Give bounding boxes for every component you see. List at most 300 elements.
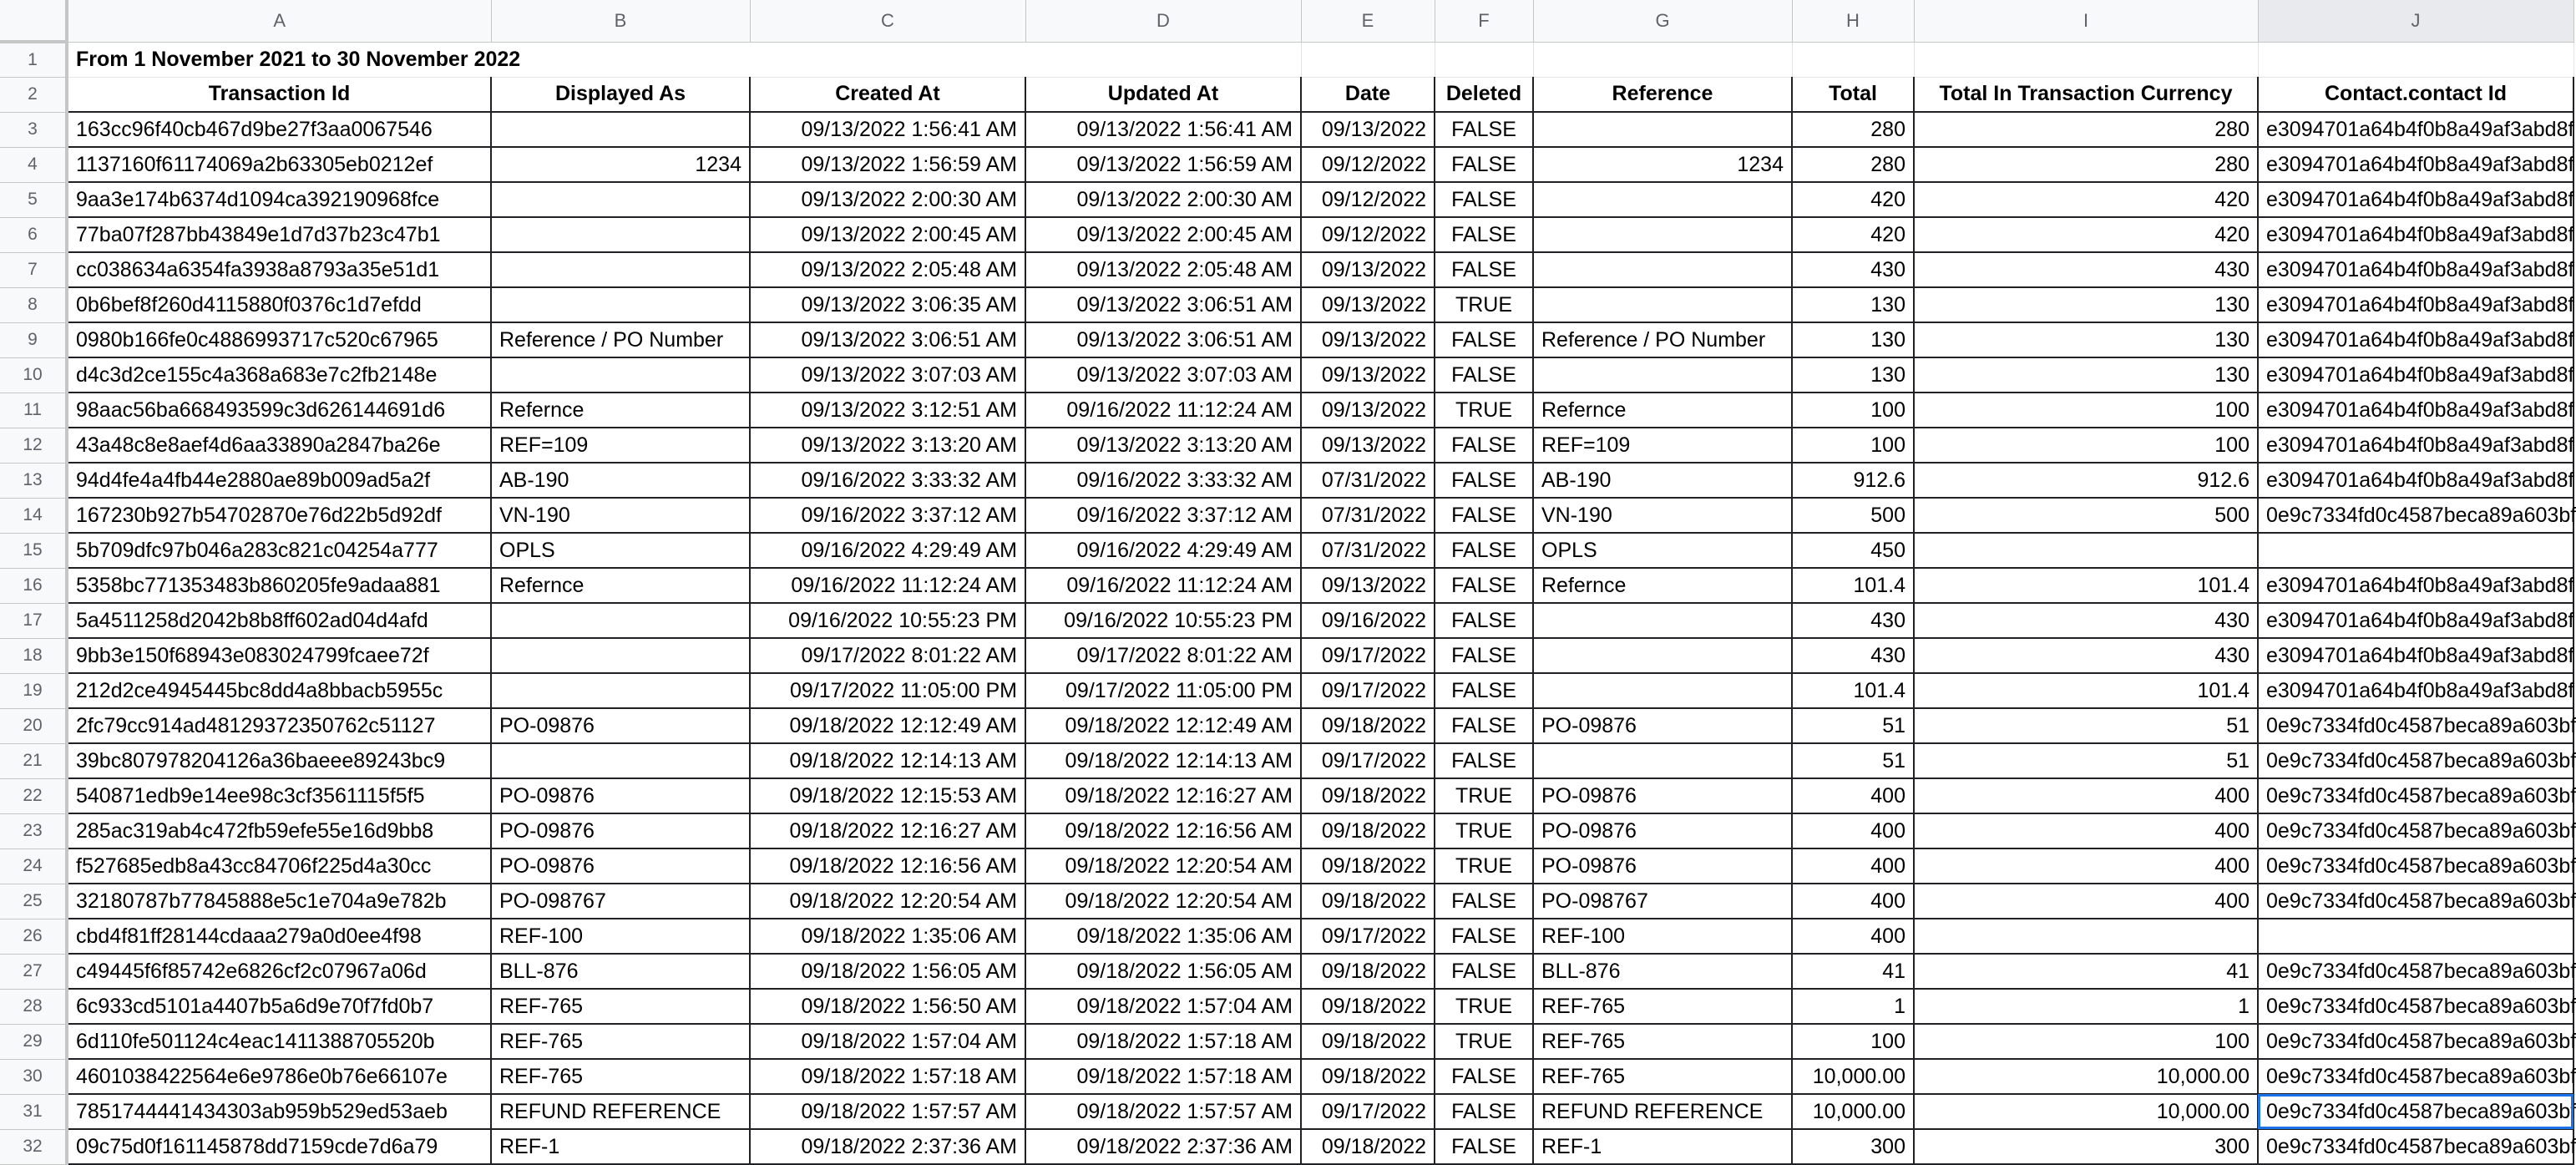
cell[interactable]: 0e9c7334fd0c4587beca89a603bf (2258, 1024, 2573, 1059)
cell[interactable]: 09/17/2022 (1301, 743, 1435, 778)
cell[interactable]: 09/18/2022 1:56:05 AM (1025, 954, 1301, 989)
cell[interactable]: 09/16/2022 11:12:24 AM (1025, 568, 1301, 603)
cell[interactable]: 912.6 (1914, 463, 2258, 498)
cell[interactable]: 4601038422564e6e9786e0b76e66107e (67, 1059, 491, 1094)
cell[interactable]: 09/16/2022 10:55:23 PM (750, 603, 1025, 638)
row-number[interactable]: 5 (0, 182, 67, 217)
cell[interactable]: 9bb3e150f68943e083024799fcaee72f (67, 638, 491, 673)
cell[interactable]: TRUE (1435, 813, 1533, 848)
cell[interactable]: 400 (1792, 919, 1914, 954)
cell[interactable]: 420 (1914, 217, 2258, 252)
cell[interactable]: 10,000.00 (1914, 1094, 2258, 1129)
cell[interactable]: 5358bc771353483b860205fe9adaa881 (67, 568, 491, 603)
cell[interactable] (1533, 673, 1792, 708)
row-number[interactable]: 2 (0, 77, 67, 112)
cell[interactable]: 100 (1792, 1024, 1914, 1059)
cell[interactable]: 09/18/2022 1:57:57 AM (750, 1094, 1025, 1129)
cell[interactable]: 130 (1792, 357, 1914, 393)
cell[interactable]: 09/18/2022 (1301, 708, 1435, 743)
column-header-d[interactable]: D (1025, 0, 1301, 42)
cell[interactable]: REF-765 (1533, 1024, 1792, 1059)
cell[interactable] (491, 743, 750, 778)
cell[interactable]: FALSE (1435, 603, 1533, 638)
row-number[interactable]: 19 (0, 673, 67, 708)
cell[interactable]: REF-765 (491, 1024, 750, 1059)
row-number[interactable]: 28 (0, 989, 67, 1024)
cell[interactable]: e3094701a64b4f0b8a49af3abd8f (2258, 393, 2573, 428)
cell[interactable]: 09/18/2022 1:57:57 AM (1025, 1094, 1301, 1129)
cell[interactable]: 09/13/2022 3:13:20 AM (1025, 428, 1301, 463)
cell[interactable]: 09/18/2022 (1301, 1129, 1435, 1164)
cell[interactable]: 280 (1792, 112, 1914, 147)
cell[interactable]: 09/13/2022 2:05:48 AM (750, 252, 1025, 287)
row-number[interactable]: 6 (0, 217, 67, 252)
cell[interactable]: 09/16/2022 3:37:12 AM (1025, 498, 1301, 533)
column-header-b[interactable]: B (491, 0, 750, 42)
cell[interactable]: 09/13/2022 3:06:51 AM (1025, 287, 1301, 322)
cell[interactable] (1914, 919, 2258, 954)
header-cell[interactable]: Displayed As (491, 77, 750, 112)
cell[interactable]: 400 (1914, 848, 2258, 884)
cell[interactable]: 09/13/2022 1:56:59 AM (750, 147, 1025, 182)
cell[interactable]: 09/13/2022 (1301, 287, 1435, 322)
cell[interactable]: PO-098767 (491, 884, 750, 919)
cell[interactable]: REFUND REFERENCE (1533, 1094, 1792, 1129)
cell[interactable]: 0e9c7334fd0c4587beca89a603bf (2258, 848, 2573, 884)
cell[interactable]: 130 (1914, 322, 2258, 357)
cell[interactable]: 163cc96f40cb467d9be27f3aa0067546 (67, 112, 491, 147)
cell[interactable]: FALSE (1435, 147, 1533, 182)
cell[interactable]: 430 (1792, 603, 1914, 638)
cell[interactable]: TRUE (1435, 393, 1533, 428)
cell[interactable]: 09/13/2022 (1301, 322, 1435, 357)
cell[interactable]: e3094701a64b4f0b8a49af3abd8f (2258, 357, 2573, 393)
cell[interactable]: 0e9c7334fd0c4587beca89a603bf (2258, 954, 2573, 989)
cell[interactable]: VN-190 (1533, 498, 1792, 533)
cell[interactable]: Refernce (1533, 568, 1792, 603)
cell[interactable]: TRUE (1435, 989, 1533, 1024)
cell[interactable]: e3094701a64b4f0b8a49af3abd8f (2258, 322, 2573, 357)
cell[interactable]: 41 (1792, 954, 1914, 989)
cell[interactable]: 09c75d0f161145878dd7159cde7d6a79 (67, 1129, 491, 1164)
cell[interactable]: e3094701a64b4f0b8a49af3abd8f (2258, 182, 2573, 217)
cell[interactable]: 2fc79cc914ad48129372350762c51127 (67, 708, 491, 743)
cell[interactable]: 09/13/2022 (1301, 357, 1435, 393)
cell[interactable]: 0e9c7334fd0c4587beca89a603bf (2258, 708, 2573, 743)
cell[interactable]: 09/13/2022 3:07:03 AM (1025, 357, 1301, 393)
cell[interactable]: TRUE (1435, 287, 1533, 322)
column-header-i[interactable]: I (1914, 0, 2258, 42)
cell[interactable]: REF-1 (1533, 1129, 1792, 1164)
cell[interactable]: 09/17/2022 (1301, 673, 1435, 708)
cell[interactable]: 09/18/2022 12:14:13 AM (750, 743, 1025, 778)
cell[interactable] (1533, 112, 1792, 147)
select-all-corner[interactable] (0, 0, 67, 42)
cell[interactable]: REF-100 (491, 919, 750, 954)
cell[interactable]: 130 (1914, 287, 2258, 322)
column-header-j[interactable]: J (2258, 0, 2573, 42)
header-cell[interactable]: Total In Transaction Currency (1914, 77, 2258, 112)
cell[interactable]: 100 (1914, 428, 2258, 463)
cell[interactable]: 09/18/2022 12:16:56 AM (1025, 813, 1301, 848)
cell[interactable]: 500 (1792, 498, 1914, 533)
cell[interactable]: 09/18/2022 1:57:04 AM (750, 1024, 1025, 1059)
cell[interactable]: PO-09876 (1533, 778, 1792, 813)
cell[interactable]: 09/18/2022 2:37:36 AM (750, 1129, 1025, 1164)
row-number[interactable]: 9 (0, 322, 67, 357)
cell[interactable]: cbd4f81ff28144cdaaa279a0d0ee4f98 (67, 919, 491, 954)
row-number[interactable]: 23 (0, 813, 67, 848)
cell[interactable] (1533, 182, 1792, 217)
row-number[interactable]: 17 (0, 603, 67, 638)
cell[interactable]: 09/17/2022 (1301, 919, 1435, 954)
cell[interactable]: Reference / PO Number (491, 322, 750, 357)
cell[interactable]: 09/17/2022 8:01:22 AM (1025, 638, 1301, 673)
cell[interactable] (491, 252, 750, 287)
cell[interactable]: REF=109 (491, 428, 750, 463)
row-number[interactable]: 27 (0, 954, 67, 989)
cell[interactable]: FALSE (1435, 1094, 1533, 1129)
cell[interactable]: 09/18/2022 12:16:56 AM (750, 848, 1025, 884)
cell[interactable]: cc038634a6354fa3938a8793a35e51d1 (67, 252, 491, 287)
cell[interactable]: 101.4 (1914, 568, 2258, 603)
cell[interactable]: 07/31/2022 (1301, 463, 1435, 498)
cell[interactable]: 09/16/2022 11:12:24 AM (1025, 393, 1301, 428)
row-number[interactable]: 21 (0, 743, 67, 778)
cell[interactable]: 1234 (491, 147, 750, 182)
cell[interactable]: FALSE (1435, 357, 1533, 393)
row-number[interactable]: 20 (0, 708, 67, 743)
cell[interactable]: 400 (1914, 813, 2258, 848)
cell[interactable]: VN-190 (491, 498, 750, 533)
cell[interactable]: 500 (1914, 498, 2258, 533)
cell[interactable]: 0e9c7334fd0c4587beca89a603bf (2258, 1094, 2573, 1129)
cell[interactable]: AB-190 (1533, 463, 1792, 498)
column-header-e[interactable]: E (1301, 0, 1435, 42)
cell[interactable]: e3094701a64b4f0b8a49af3abd8f (2258, 463, 2573, 498)
cell[interactable]: 10,000.00 (1792, 1059, 1914, 1094)
cell[interactable]: FALSE (1435, 428, 1533, 463)
cell[interactable]: e3094701a64b4f0b8a49af3abd8f (2258, 217, 2573, 252)
cell[interactable]: 430 (1914, 603, 2258, 638)
cell[interactable]: 32180787b77845888e5c1e704a9e782b (67, 884, 491, 919)
cell[interactable]: e3094701a64b4f0b8a49af3abd8f (2258, 568, 2573, 603)
cell[interactable] (1301, 42, 1435, 77)
cell[interactable]: 09/16/2022 3:33:32 AM (1025, 463, 1301, 498)
row-number[interactable]: 29 (0, 1024, 67, 1059)
cell[interactable]: e3094701a64b4f0b8a49af3abd8f (2258, 603, 2573, 638)
cell[interactable]: 285ac319ab4c472fb59efe55e16d9bb8 (67, 813, 491, 848)
cell[interactable]: 51 (1792, 708, 1914, 743)
header-cell[interactable]: Transaction Id (67, 77, 491, 112)
cell[interactable] (491, 357, 750, 393)
cell[interactable]: 100 (1792, 393, 1914, 428)
cell[interactable]: e3094701a64b4f0b8a49af3abd8f (2258, 638, 2573, 673)
cell[interactable]: 09/13/2022 2:00:45 AM (750, 217, 1025, 252)
cell[interactable]: 94d4fe4a4fb44e2880ae89b009ad5a2f (67, 463, 491, 498)
cell[interactable]: 130 (1792, 322, 1914, 357)
cell[interactable]: Reference / PO Number (1533, 322, 1792, 357)
cell[interactable]: FALSE (1435, 884, 1533, 919)
cell[interactable]: 9aa3e174b6374d1094ca392190968fce (67, 182, 491, 217)
header-cell[interactable]: Total (1792, 77, 1914, 112)
cell[interactable]: 130 (1792, 287, 1914, 322)
cell[interactable]: 0e9c7334fd0c4587beca89a603bf (2258, 778, 2573, 813)
cell[interactable]: 09/17/2022 (1301, 1094, 1435, 1129)
cell[interactable]: 300 (1914, 1129, 2258, 1164)
cell[interactable]: 430 (1792, 638, 1914, 673)
row-number[interactable]: 32 (0, 1129, 67, 1164)
cell[interactable]: PO-09876 (1533, 848, 1792, 884)
cell[interactable]: 10,000.00 (1914, 1059, 2258, 1094)
header-cell[interactable]: Reference (1533, 77, 1792, 112)
cell[interactable]: 09/12/2022 (1301, 147, 1435, 182)
cell[interactable]: 0b6bef8f260d4115880f0376c1d7efdd (67, 287, 491, 322)
cell[interactable]: FALSE (1435, 1129, 1533, 1164)
cell[interactable]: 43a48c8e8aef4d6aa33890a2847ba26e (67, 428, 491, 463)
column-header-g[interactable]: G (1533, 0, 1792, 42)
cell[interactable]: 09/13/2022 1:56:59 AM (1025, 147, 1301, 182)
cell[interactable] (1914, 533, 2258, 568)
cell[interactable]: Refernce (1533, 393, 1792, 428)
cell[interactable] (1914, 42, 2258, 77)
cell[interactable]: FALSE (1435, 182, 1533, 217)
cell[interactable]: 07/31/2022 (1301, 498, 1435, 533)
cell[interactable]: 09/18/2022 1:57:04 AM (1025, 989, 1301, 1024)
cell[interactable]: 09/13/2022 3:06:51 AM (1025, 322, 1301, 357)
cell[interactable] (2258, 533, 2573, 568)
cell[interactable]: 09/18/2022 12:12:49 AM (750, 708, 1025, 743)
cell[interactable]: 420 (1792, 217, 1914, 252)
row-number[interactable]: 12 (0, 428, 67, 463)
cell[interactable]: PO-09876 (1533, 708, 1792, 743)
cell[interactable] (1533, 638, 1792, 673)
cell[interactable]: PO-098767 (1533, 884, 1792, 919)
cell[interactable]: 09/17/2022 11:05:00 PM (750, 673, 1025, 708)
cell[interactable]: 400 (1914, 778, 2258, 813)
cell[interactable]: 09/18/2022 12:16:27 AM (1025, 778, 1301, 813)
cell[interactable]: 450 (1792, 533, 1914, 568)
cell[interactable]: 280 (1914, 112, 2258, 147)
cell[interactable]: FALSE (1435, 252, 1533, 287)
cell[interactable]: 51 (1792, 743, 1914, 778)
row-number[interactable]: 11 (0, 393, 67, 428)
cell[interactable]: 09/16/2022 10:55:23 PM (1025, 603, 1301, 638)
cell[interactable]: 09/13/2022 2:00:30 AM (1025, 182, 1301, 217)
cell[interactable]: 101.4 (1792, 673, 1914, 708)
row-number[interactable]: 10 (0, 357, 67, 393)
row-number[interactable]: 8 (0, 287, 67, 322)
cell[interactable]: REF-765 (491, 989, 750, 1024)
row-number[interactable]: 25 (0, 884, 67, 919)
cell[interactable]: 09/13/2022 (1301, 428, 1435, 463)
cell[interactable]: 420 (1792, 182, 1914, 217)
cell[interactable]: 1 (1792, 989, 1914, 1024)
cell[interactable]: 07/31/2022 (1301, 533, 1435, 568)
cell[interactable]: 420 (1914, 182, 2258, 217)
header-cell[interactable]: Contact.contact Id (2258, 77, 2573, 112)
cell[interactable]: FALSE (1435, 533, 1533, 568)
cell[interactable]: REF-765 (491, 1059, 750, 1094)
cell[interactable]: 09/12/2022 (1301, 182, 1435, 217)
cell[interactable]: OPLS (491, 533, 750, 568)
cell[interactable]: 400 (1914, 884, 2258, 919)
cell[interactable]: 300 (1792, 1129, 1914, 1164)
cell[interactable] (491, 287, 750, 322)
cell[interactable]: 130 (1914, 357, 2258, 393)
cell[interactable]: PO-09876 (1533, 813, 1792, 848)
cell[interactable]: Refernce (491, 568, 750, 603)
cell[interactable]: e3094701a64b4f0b8a49af3abd8f (2258, 428, 2573, 463)
cell[interactable]: 09/13/2022 2:05:48 AM (1025, 252, 1301, 287)
cell[interactable]: 430 (1914, 638, 2258, 673)
cell[interactable]: 09/13/2022 2:00:45 AM (1025, 217, 1301, 252)
cell[interactable]: 5a4511258d2042b8b8ff602ad04d4afd (67, 603, 491, 638)
cell[interactable]: TRUE (1435, 778, 1533, 813)
cell[interactable]: FALSE (1435, 463, 1533, 498)
header-cell[interactable]: Date (1301, 77, 1435, 112)
cell[interactable]: 6d110fe501124c4eac1411388705520b (67, 1024, 491, 1059)
row-number[interactable]: 22 (0, 778, 67, 813)
cell[interactable]: FALSE (1435, 919, 1533, 954)
cell[interactable]: 09/18/2022 1:35:06 AM (750, 919, 1025, 954)
cell[interactable]: 100 (1914, 393, 2258, 428)
cell[interactable]: 09/16/2022 11:12:24 AM (750, 568, 1025, 603)
cell[interactable]: 09/18/2022 2:37:36 AM (1025, 1129, 1301, 1164)
cell[interactable]: 09/13/2022 1:56:41 AM (750, 112, 1025, 147)
cell[interactable]: 100 (1792, 428, 1914, 463)
header-cell[interactable]: Deleted (1435, 77, 1533, 112)
header-cell[interactable]: Created At (750, 77, 1025, 112)
cell[interactable]: 09/13/2022 3:06:51 AM (750, 322, 1025, 357)
cell[interactable]: 09/13/2022 (1301, 393, 1435, 428)
cell[interactable] (491, 217, 750, 252)
cell[interactable]: 280 (1914, 147, 2258, 182)
cell[interactable]: 280 (1792, 147, 1914, 182)
column-header-f[interactable]: F (1435, 0, 1533, 42)
cell[interactable]: 09/12/2022 (1301, 217, 1435, 252)
cell[interactable]: FALSE (1435, 673, 1533, 708)
cell[interactable]: PO-09876 (491, 813, 750, 848)
cell[interactable]: 09/16/2022 3:37:12 AM (750, 498, 1025, 533)
cell[interactable] (491, 603, 750, 638)
cell[interactable]: 430 (1914, 252, 2258, 287)
cell[interactable] (1792, 42, 1914, 77)
cell[interactable]: 09/18/2022 12:15:53 AM (750, 778, 1025, 813)
cell[interactable]: 09/18/2022 (1301, 954, 1435, 989)
row-number[interactable]: 14 (0, 498, 67, 533)
row-number[interactable]: 16 (0, 568, 67, 603)
cell[interactable] (491, 112, 750, 147)
cell[interactable]: Refernce (491, 393, 750, 428)
cell[interactable]: TRUE (1435, 848, 1533, 884)
row-number[interactable]: 31 (0, 1094, 67, 1129)
cell[interactable] (1533, 252, 1792, 287)
cell[interactable]: c49445f6f85742e6826cf2c07967a06d (67, 954, 491, 989)
cell[interactable]: e3094701a64b4f0b8a49af3abd8f (2258, 112, 2573, 147)
cell[interactable]: REF-100 (1533, 919, 1792, 954)
cell[interactable]: PO-09876 (491, 848, 750, 884)
cell[interactable]: 1234 (1533, 147, 1792, 182)
cell[interactable]: REFUND REFERENCE (491, 1094, 750, 1129)
cell[interactable]: 167230b927b54702870e76d22b5d92df (67, 498, 491, 533)
cell[interactable]: 09/13/2022 1:56:41 AM (1025, 112, 1301, 147)
cell[interactable] (1533, 42, 1792, 77)
cell[interactable]: 912.6 (1792, 463, 1914, 498)
cell[interactable]: 09/16/2022 3:33:32 AM (750, 463, 1025, 498)
cell[interactable]: e3094701a64b4f0b8a49af3abd8f (2258, 673, 2573, 708)
column-header-a[interactable]: A (67, 0, 491, 42)
cell[interactable]: 09/13/2022 (1301, 112, 1435, 147)
cell[interactable]: 09/13/2022 2:00:30 AM (750, 182, 1025, 217)
cell[interactable]: 09/18/2022 (1301, 778, 1435, 813)
cell[interactable]: 400 (1792, 813, 1914, 848)
row-number[interactable]: 26 (0, 919, 67, 954)
row-number[interactable]: 13 (0, 463, 67, 498)
cell[interactable]: 09/18/2022 12:20:54 AM (1025, 848, 1301, 884)
cell[interactable] (1025, 42, 1301, 77)
cell[interactable]: 540871edb9e14ee98c3cf3561115f5f5 (67, 778, 491, 813)
cell[interactable]: e3094701a64b4f0b8a49af3abd8f (2258, 252, 2573, 287)
cell[interactable]: 09/18/2022 12:20:54 AM (750, 884, 1025, 919)
cell[interactable] (1533, 217, 1792, 252)
cell[interactable]: 09/18/2022 1:56:05 AM (750, 954, 1025, 989)
cell[interactable] (1533, 287, 1792, 322)
cell[interactable]: 5b709dfc97b046a283c821c04254a777 (67, 533, 491, 568)
cell[interactable]: 09/13/2022 3:07:03 AM (750, 357, 1025, 393)
row-number[interactable]: 15 (0, 533, 67, 568)
cell[interactable]: 09/16/2022 4:29:49 AM (1025, 533, 1301, 568)
cell[interactable]: REF-1 (491, 1129, 750, 1164)
cell[interactable] (1435, 42, 1533, 77)
cell[interactable]: AB-190 (491, 463, 750, 498)
cell[interactable]: FALSE (1435, 498, 1533, 533)
cell[interactable]: 09/13/2022 3:06:35 AM (750, 287, 1025, 322)
cell[interactable]: 09/18/2022 (1301, 884, 1435, 919)
cell[interactable]: 0e9c7334fd0c4587beca89a603bf (2258, 498, 2573, 533)
column-header-h[interactable]: H (1792, 0, 1914, 42)
cell[interactable]: 51 (1914, 743, 2258, 778)
cell[interactable]: 10,000.00 (1792, 1094, 1914, 1129)
cell[interactable]: 41 (1914, 954, 2258, 989)
cell[interactable]: 09/18/2022 1:57:18 AM (1025, 1059, 1301, 1094)
cell[interactable] (1533, 603, 1792, 638)
row-number[interactable]: 30 (0, 1059, 67, 1094)
cell[interactable]: 09/18/2022 12:12:49 AM (1025, 708, 1301, 743)
cell[interactable]: TRUE (1435, 1024, 1533, 1059)
cell[interactable]: 1137160f61174069a2b63305eb0212ef (67, 147, 491, 182)
cell[interactable]: d4c3d2ce155c4a368a683e7c2fb2148e (67, 357, 491, 393)
cell[interactable] (491, 182, 750, 217)
cell[interactable]: 430 (1792, 252, 1914, 287)
cell[interactable] (1533, 357, 1792, 393)
header-cell[interactable]: Updated At (1025, 77, 1301, 112)
cell[interactable]: 09/17/2022 11:05:00 PM (1025, 673, 1301, 708)
cell[interactable]: 400 (1792, 778, 1914, 813)
cell[interactable]: FALSE (1435, 568, 1533, 603)
cell[interactable]: REF=109 (1533, 428, 1792, 463)
cell[interactable]: e3094701a64b4f0b8a49af3abd8f (2258, 147, 2573, 182)
cell[interactable]: FALSE (1435, 1059, 1533, 1094)
cell[interactable]: 09/13/2022 (1301, 568, 1435, 603)
cell[interactable]: 09/18/2022 12:20:54 AM (1025, 884, 1301, 919)
cell[interactable]: 6c933cd5101a4407b5a6d9e70f7fd0b7 (67, 989, 491, 1024)
cell[interactable]: FALSE (1435, 217, 1533, 252)
cell[interactable]: 0e9c7334fd0c4587beca89a603bf (2258, 1129, 2573, 1164)
cell[interactable]: 51 (1914, 708, 2258, 743)
cell[interactable]: PO-09876 (491, 708, 750, 743)
cell[interactable]: 1 (1914, 989, 2258, 1024)
